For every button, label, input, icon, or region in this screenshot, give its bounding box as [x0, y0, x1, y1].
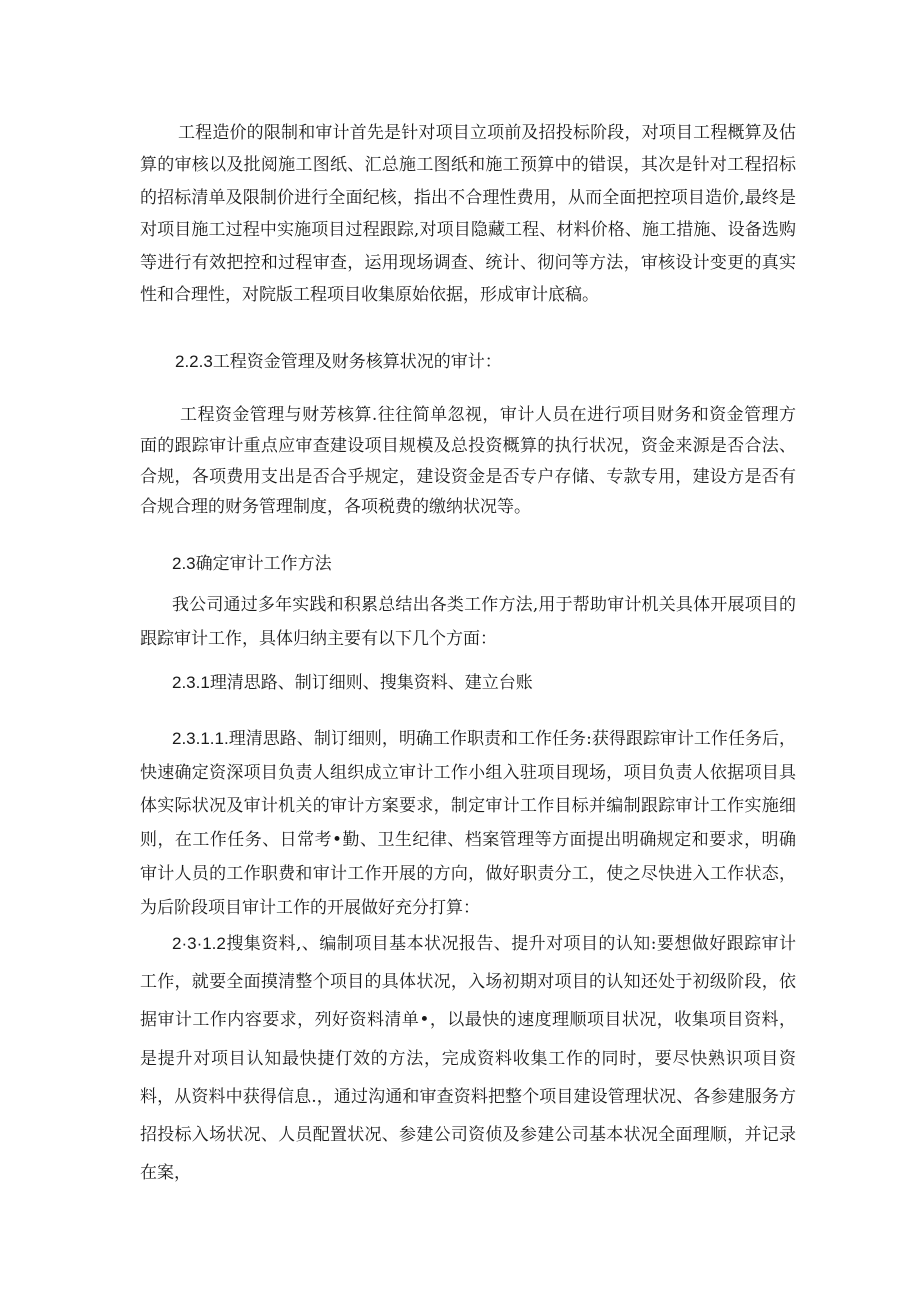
- heading-2-3-text: 确定审计工作方法: [195, 554, 332, 574]
- paragraph-2-3-1-1-number: 2.3.1.1.: [172, 729, 229, 748]
- heading-2-3: [172, 549, 792, 579]
- paragraph-2-3-1-1-text: 理清思路、制订细则，明确工作职责和工作任务:获得跟踪审计工作任务后，快速确定资深项目负责人组织成立审计工作小组入驻项目现场，项目负责人依据项目具体实际状况及审计机关的审计方案要求，制定审计工作目标并编制跟踪审计工作实施细则，在工作任务、日常考•勤、卫生纪律、档案管理等方面提出明确规定和要求，明确审计人员的工作职费和审计工作开展的方向，做好职责分工，使之尽快进入工作状态，为后阶段项目审计工作的开展做好充分打算：: [140, 729, 796, 918]
- heading-2-2-3: [175, 347, 795, 377]
- heading-2-3-1-text: 理清思路、制订细则、搜集资料、建立台账: [209, 673, 533, 693]
- paragraph-2-3-1-2-text: 搜集资料,、编制项目基本状况报告、提升对项目的认知:要想做好跟踪审计工作，就要全面摸清整个项目的具体状况，入场初期对项目的认知还处于初级阶段，依据审计工作内容要求，列好资料清单•，以最快的速度理顺项目状况，收集项目资料，是提升对项目认知最快捷仃效的方法，完成资料收集工作的同时，要尽快熟识项目资料，从资料中获得信息.，通过沟通和审查资料把整个项目建设管理状况、各参建服务方招投标入场状况、人员配置状况、参建公司资侦及参建公司基本状况全面理顺，并记录在案，: [140, 934, 796, 1184]
- paragraph-2-3-1-2-number: 2·3·1.2: [172, 934, 226, 953]
- heading-2-3-1-number: 2.3.1: [172, 673, 210, 692]
- heading-2-2-3-number: 2.2.3: [175, 352, 213, 371]
- paragraph-audit-methods-intro: 我公司通过多年实践和积累总结出各类工作方法,用于帮助审计机关具体开展项目的跟踪审计工作，具体归纳主要有以下几个方面：: [140, 595, 796, 649]
- paragraph-2-3-1-2: [140, 925, 796, 1192]
- heading-2-3-1: [172, 668, 792, 698]
- paragraph-cost-control-audit: 工程造价的限制和审计首先是针对项目立项前及招投标阶段，对项目工程概算及估算的审核以及批阅施工图纸、汇总施工图纸和施工预算中的错误，其次是针对工程招标的招标清单及限制价进行全面纪核，指出不合理性费用，从而全面把控项目造价,最终是对项目施工过程中实施项目过程跟踪,对项目隐藏工程、材料价格、施工措施、设备选购等进行有效把控和过程审查，运用现场调查、统计、彻问等方法，审核设计变更的真实性和合理性，对院版工程项目收集原始依据，形成审计底稿。: [140, 123, 796, 306]
- paragraph-2-3-1-1: [140, 722, 796, 925]
- paragraph-fund-management-audit: 工程资金管理与财芳核算.往往简单忽视，审计人员在进行项目财务和资金管理方面的跟踪审计重点应审查建设项目规模及总投资概算的执行状况，资金来源是否合法、合规，各项费用支出是否合乎规定，建设资金是否专户存储、专款专用，建设方是否有合规合理的财务管理制度，各项税费的缴纳状况等。: [140, 405, 796, 518]
- heading-2-3-number: 2.3: [172, 554, 196, 573]
- heading-2-2-3-text: 工程资金管理及财务核算状况的审计：: [212, 352, 502, 372]
